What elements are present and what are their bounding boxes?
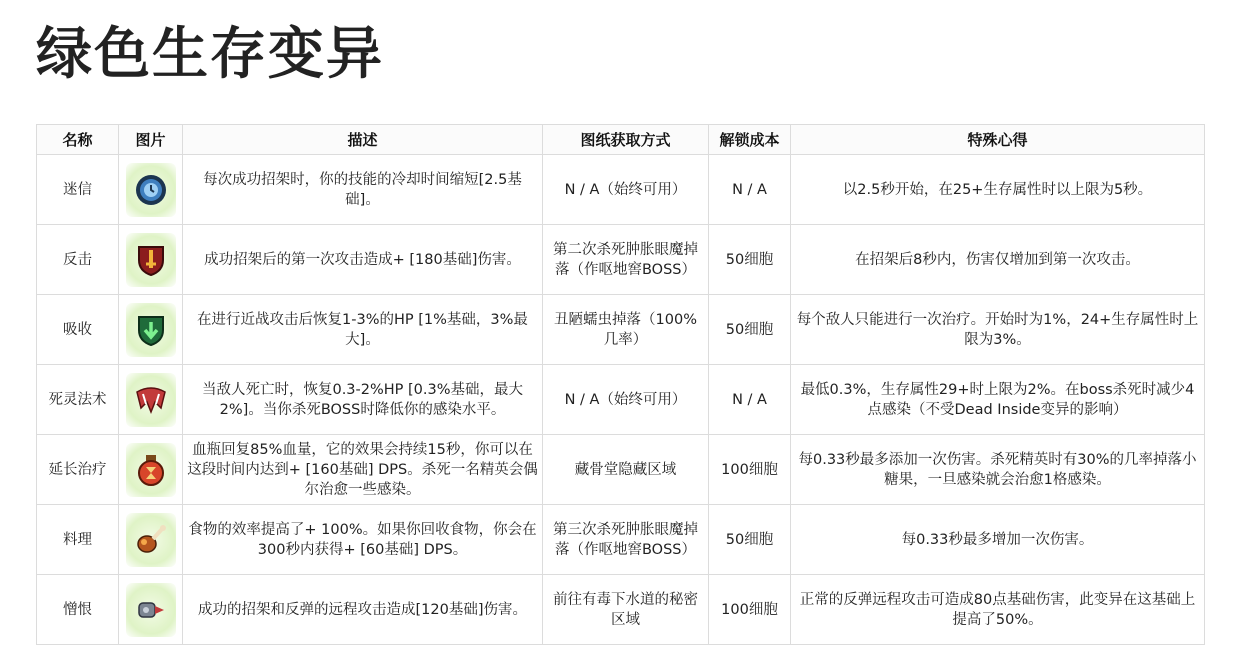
mutation-name: 死灵法术 [37, 365, 119, 435]
mutation-notes: 在招架后8秒内，伤害仅增加到第一次攻击。 [791, 225, 1205, 295]
header-cost: 解锁成本 [709, 125, 791, 155]
mutation-desc: 食物的效率提高了+ 100%。如果你回收食物，你会在300秒内获得+ [60基础] DPS。 [183, 505, 543, 575]
green-shield-arrow-icon [126, 303, 176, 357]
mutation-blueprint: 第二次杀死肿胀眼魔掉落（作呕地窖BOSS） [543, 225, 709, 295]
mutation-desc: 血瓶回复85%血量，它的效果会持续15秒，你可以在这段时间内达到+ [160基础] DPS。杀死一名精英会偶尔治愈一些感染。 [183, 435, 543, 505]
mutation-desc: 每次成功招架时，你的技能的冷却时间缩短[2.5基础]。 [183, 155, 543, 225]
mutation-blueprint: 丑陋蠕虫掉落（100%几率） [543, 295, 709, 365]
page-title: 绿色生存变异 [36, 22, 384, 87]
mutation-cost: 50细胞 [709, 295, 791, 365]
fist-icon [126, 583, 176, 637]
table-row [37, 365, 1205, 435]
mutation-cost: 100细胞 [709, 435, 791, 505]
mutation-desc: 在进行近战攻击后恢复1-3%的HP [1%基础，3%最大]。 [183, 295, 543, 365]
table-row [37, 435, 1205, 505]
mutation-desc: 成功的招架和反弹的远程攻击造成[120基础]伤害。 [183, 575, 543, 645]
table-row [37, 295, 1205, 365]
mutation-notes: 正常的反弹远程攻击可造成80点基础伤害，此变异在这基础上提高了50%。 [791, 575, 1205, 645]
mutation-name: 吸收 [37, 295, 119, 365]
table-row [37, 155, 1205, 225]
hourglass-flask-icon [126, 443, 176, 497]
red-shield-sword-icon [126, 233, 176, 287]
header-blueprint: 图纸获取方式 [543, 125, 709, 155]
mutation-blueprint: N / A（始终可用） [543, 155, 709, 225]
table-row [37, 505, 1205, 575]
mutation-cost: N / A [709, 365, 791, 435]
mutation-notes: 最低0.3%，生存属性29+时上限为2%。在boss杀死时减少4点感染（不受Dead Inside变异的影响） [791, 365, 1205, 435]
mutation-blueprint: N / A（始终可用） [543, 365, 709, 435]
mutation-cost: 50细胞 [709, 505, 791, 575]
mutation-notes: 每个敌人只能进行一次治疗。开始时为1%，24+生存属性时上限为3%。 [791, 295, 1205, 365]
mutation-name: 憎恨 [37, 575, 119, 645]
mutation-blueprint: 前往有毒下水道的秘密区域 [543, 575, 709, 645]
drumstick-icon [126, 513, 176, 567]
fanged-skull-icon [126, 373, 176, 427]
mutation-name: 延长治疗 [37, 435, 119, 505]
mutation-cost: 100细胞 [709, 575, 791, 645]
mutation-desc: 成功招架后的第一次攻击造成+ [180基础]伤害。 [183, 225, 543, 295]
mutation-notes: 每0.33秒最多增加一次伤害。 [791, 505, 1205, 575]
mutation-name: 迷信 [37, 155, 119, 225]
mutation-notes: 每0.33秒最多添加一次伤害。杀死精英时有30%的几率掉落小糖果，一旦感染就会治愈1格感染。 [791, 435, 1205, 505]
mutation-name: 料理 [37, 505, 119, 575]
mutation-blueprint: 第三次杀死肿胀眼魔掉落（作呕地窖BOSS） [543, 505, 709, 575]
mutation-desc: 当敌人死亡时，恢复0.3-2%HP [0.3%基础，最大2%]。当你杀死BOSS时降低你的感染水平。 [183, 365, 543, 435]
blue-clock-icon [126, 163, 176, 217]
mutation-blueprint: 藏骨堂隐藏区域 [543, 435, 709, 505]
header-name: 名称 [37, 125, 119, 155]
header-notes: 特殊心得 [791, 125, 1205, 155]
header-image: 图片 [119, 125, 183, 155]
table-header-row [37, 125, 1205, 155]
table-row [37, 225, 1205, 295]
mutation-notes: 以2.5秒开始，在25+生存属性时以上限为5秒。 [791, 155, 1205, 225]
mutation-cost: 50细胞 [709, 225, 791, 295]
table-row [37, 575, 1205, 645]
header-desc: 描述 [183, 125, 543, 155]
mutation-cost: N / A [709, 155, 791, 225]
mutation-name: 反击 [37, 225, 119, 295]
mutation-table [36, 124, 1205, 645]
